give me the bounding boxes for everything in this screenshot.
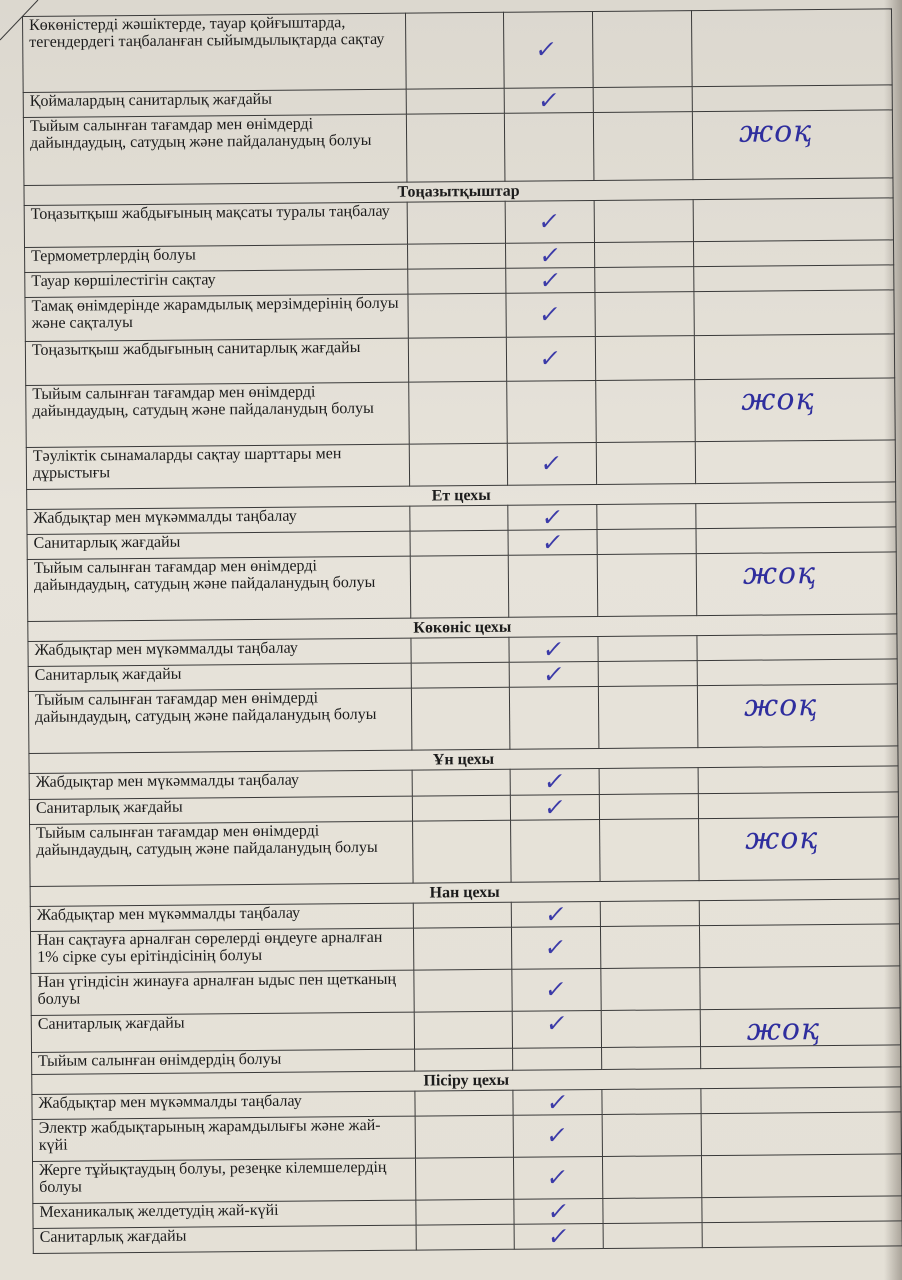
- empty-cell: [416, 1224, 514, 1250]
- table-row: [27, 552, 897, 622]
- table-row: [23, 110, 893, 186]
- notes-cell: [692, 110, 893, 180]
- handwritten-check-mark: ✓: [539, 503, 565, 532]
- handwritten-note: [705, 792, 892, 800]
- requirement-label: Тыйым салынған тағамдар мен өнімдерді дайындаудың, сатудың және пайдаланудың болуы: [30, 821, 414, 886]
- empty-cell: [410, 555, 508, 618]
- empty-cell: [594, 292, 694, 337]
- handwritten-note: [708, 1112, 895, 1120]
- empty-cell: [412, 687, 510, 750]
- compliance-cell: [509, 687, 598, 750]
- empty-cell: [600, 968, 700, 1011]
- notes-cell: [697, 684, 898, 748]
- empty-cell: [415, 1048, 513, 1071]
- empty-cell: [594, 200, 694, 243]
- handwritten-check-mark: [515, 820, 594, 839]
- requirement-label: Жабдықтар мен мүкәммалды таңбалау: [28, 638, 411, 666]
- notes-cell: [697, 634, 897, 661]
- table-row: [26, 378, 896, 448]
- empty-cell: [593, 87, 693, 113]
- inspection-checklist-table: [22, 8, 902, 1254]
- compliance-cell: [506, 293, 595, 338]
- compliance-cell: [505, 243, 594, 269]
- empty-cell: [413, 820, 511, 883]
- handwritten-check-mark: [513, 555, 592, 574]
- handwritten-check-mark: [512, 381, 591, 400]
- requirement-label: Нан үгіндісін жинауға арналған ыдыс пен щетканың болуы: [31, 970, 415, 1015]
- compliance-cell: [509, 662, 598, 688]
- requirement-label: Жерге тұйықтаудың болуы, резеңке кілемшелердің болуы: [32, 1158, 416, 1203]
- notes-cell: [693, 240, 893, 267]
- notes-cell: [694, 265, 894, 292]
- empty-cell: [408, 243, 506, 269]
- requirement-label: Жабдықтар мен мүкәммалды таңбалау: [32, 1091, 415, 1119]
- notes-cell: [699, 899, 899, 926]
- empty-cell: [597, 636, 697, 662]
- handwritten-note: жоқ: [746, 1012, 821, 1048]
- requirement-label: Қоймалардың санитарлық жағдайы: [23, 89, 406, 117]
- compliance-cell: [511, 901, 600, 927]
- compliance-cell: [507, 443, 596, 486]
- table-row: [23, 9, 893, 93]
- handwritten-note: [702, 527, 889, 535]
- empty-cell: [415, 1115, 513, 1158]
- handwritten-note: жоқ: [743, 688, 818, 724]
- notes-cell: [694, 290, 894, 336]
- empty-cell: [600, 901, 700, 927]
- requirement-label: Тәуліктік сынамаларды сақтау шарттары мен дұрыстығы: [26, 444, 410, 489]
- compliance-cell: [506, 381, 595, 444]
- empty-cell: [411, 637, 509, 663]
- handwritten-note: жоқ: [742, 556, 817, 592]
- handwritten-check-mark: ✓: [544, 1088, 570, 1117]
- notes-cell: [695, 440, 895, 484]
- requirement-label: Жабдықтар мен мүкәммалды таңбалау: [30, 903, 413, 931]
- notes-cell: [702, 1221, 902, 1248]
- handwritten-note: [702, 502, 889, 510]
- handwritten-check-mark: ✓: [544, 1009, 569, 1038]
- empty-cell: [409, 443, 507, 486]
- handwritten-check-mark: ✓: [545, 1197, 571, 1226]
- handwritten-check-mark: ✓: [537, 266, 563, 295]
- requirement-label: Тоңазытқыш жабдығының мақсаты туралы таңбалау: [24, 202, 408, 247]
- section-title: Ұн цехы: [29, 746, 898, 774]
- compliance-cell: [513, 1114, 602, 1157]
- handwritten-check-mark: ✓: [537, 241, 563, 270]
- handwritten-note: [702, 440, 889, 448]
- notes-cell: [699, 924, 899, 968]
- handwritten-check-mark: ✓: [544, 1121, 570, 1150]
- empty-cell: [406, 12, 504, 89]
- section-title: Көкөніс цехы: [28, 614, 897, 642]
- handwritten-check-mark: ✓: [540, 660, 566, 689]
- handwritten-check-mark: ✓: [537, 344, 563, 373]
- compliance-cell: [504, 113, 593, 182]
- notes-cell: [701, 1112, 901, 1156]
- handwritten-note: [698, 9, 885, 17]
- handwritten-check-mark: ✓: [535, 86, 561, 115]
- requirement-label: Тауар көршілестігін сақтау: [25, 269, 408, 297]
- empty-cell: [602, 1198, 702, 1224]
- empty-cell: [416, 1199, 514, 1225]
- handwritten-note: [704, 659, 891, 667]
- requirement-label: Жабдықтар мен мүкәммалды таңбалау: [27, 506, 410, 534]
- requirement-label: Тамақ өнімдерінде жарамдылық мерзімдерінің болуы және сақталуы: [25, 294, 409, 341]
- handwritten-note: [709, 1221, 896, 1229]
- handwritten-check-mark: ✓: [539, 528, 565, 557]
- empty-cell: [603, 1223, 703, 1249]
- table-row: [25, 334, 894, 386]
- empty-cell: [595, 336, 695, 381]
- empty-cell: [408, 268, 506, 294]
- empty-cell: [593, 112, 693, 181]
- requirement-label: Жабдықтар мен мүкәммалды таңбалау: [29, 770, 412, 799]
- compliance-cell: [503, 12, 592, 89]
- empty-cell: [413, 902, 511, 928]
- notes-cell: [697, 659, 897, 686]
- requirement-label: Тыйым салынған тағамдар мен өнімдерді дайындаудың, сатудың және пайдаланудың болуы: [26, 382, 410, 447]
- handwritten-check-mark: [514, 687, 593, 706]
- empty-cell: [409, 337, 507, 382]
- notes-cell: [693, 198, 893, 242]
- handwritten-check-mark: ✓: [536, 207, 562, 236]
- notes-cell: [698, 817, 899, 881]
- handwritten-note: [706, 899, 893, 907]
- handwritten-check-mark: ✓: [544, 1163, 570, 1192]
- empty-cell: [599, 768, 699, 795]
- notes-cell: [698, 792, 898, 819]
- handwritten-check-mark: ✓: [543, 975, 568, 1004]
- empty-cell: [408, 293, 506, 338]
- empty-cell: [601, 1089, 701, 1115]
- handwritten-check-mark: [509, 113, 588, 135]
- handwritten-check-mark: ✓: [542, 793, 567, 822]
- handwritten-check-mark: ✓: [542, 933, 568, 962]
- compliance-cell: [513, 1156, 602, 1199]
- table-row: [25, 290, 894, 342]
- notes-cell: [696, 552, 897, 616]
- compliance-cell: [510, 768, 599, 795]
- empty-cell: [599, 819, 699, 882]
- notes-cell: [698, 766, 898, 794]
- requirement-label: Термометрлердің болуы: [25, 244, 408, 272]
- section-title: Тоңазытқыштар: [24, 178, 893, 206]
- requirement-label: Электр жабдықтарының жарамдылығы және жай-күйі: [32, 1116, 416, 1161]
- empty-cell: [602, 1114, 702, 1157]
- empty-cell: [415, 1090, 513, 1116]
- requirement-label: Санитарлық жағдайы: [31, 1012, 415, 1052]
- table-row: [28, 684, 898, 754]
- table-row: [30, 817, 900, 887]
- requirement-label: Көкөністерді жәшіктерде, тауар қойғыштарда, тегендердегі таңбаланған сыйымдылықтарда сақтау: [23, 13, 407, 92]
- compliance-cell: [510, 819, 599, 882]
- empty-cell: [406, 88, 504, 114]
- notes-cell: [691, 9, 892, 87]
- handwritten-check-mark: ✓: [537, 300, 562, 329]
- notes-cell: [702, 1196, 902, 1223]
- empty-cell: [407, 113, 505, 182]
- section-title: Пісіру цехы: [32, 1067, 901, 1095]
- handwritten-note: [705, 766, 892, 774]
- empty-cell: [411, 662, 509, 688]
- compliance-cell: [508, 555, 597, 618]
- handwritten-check-mark: ✓: [545, 1222, 571, 1251]
- requirement-label: Санитарлық жағдайы: [33, 1225, 416, 1253]
- handwritten-note: [700, 240, 887, 248]
- section-title: Нан цехы: [30, 879, 899, 907]
- requirement-label: Механикалық желдетудің жай-күйі: [33, 1200, 416, 1228]
- compliance-cell: [508, 530, 597, 556]
- empty-cell: [602, 1156, 702, 1199]
- handwritten-note: [699, 85, 886, 93]
- empty-cell: [416, 1157, 514, 1200]
- empty-cell: [414, 927, 512, 970]
- compliance-cell: [509, 637, 598, 663]
- handwritten-check-mark: [519, 1048, 595, 1049]
- section-title: Ет цехы: [27, 482, 896, 510]
- empty-cell: [414, 969, 512, 1012]
- requirement-label: Тоңазытқыш жабдығының санитарлық жағдайы: [25, 338, 409, 385]
- empty-cell: [600, 926, 700, 969]
- notes-cell: [700, 1045, 900, 1069]
- empty-cell: [412, 769, 510, 796]
- empty-cell: [594, 242, 694, 268]
- compliance-cell: [508, 505, 597, 531]
- empty-cell: [410, 505, 508, 531]
- handwritten-check-mark: ✓: [543, 900, 568, 929]
- empty-cell: [414, 1011, 512, 1049]
- compliance-cell: [505, 201, 594, 244]
- notes-cell: [700, 1008, 900, 1047]
- empty-cell: [597, 529, 697, 555]
- empty-cell: [592, 11, 692, 88]
- empty-cell: [598, 661, 698, 687]
- handwritten-note: [707, 1087, 894, 1095]
- compliance-cell: [510, 794, 599, 820]
- requirement-label: Тыйым салынған тағамдар мен өнімдерді дайындаудың, сатудың және пайдаланудың болуы: [23, 114, 407, 185]
- empty-cell: [598, 686, 698, 749]
- compliance-cell: [512, 1047, 601, 1070]
- requirement-label: Санитарлық жағдайы: [28, 663, 411, 691]
- empty-cell: [596, 504, 696, 530]
- compliance-cell: [513, 1089, 602, 1115]
- notes-cell: [695, 378, 896, 442]
- handwritten-note: жоқ: [738, 114, 813, 150]
- empty-cell: [409, 381, 507, 444]
- handwritten-note: жоқ: [745, 821, 819, 857]
- empty-cell: [597, 554, 697, 617]
- compliance-cell: [506, 337, 595, 382]
- handwritten-check-mark: ✓: [540, 635, 566, 664]
- notes-cell: [701, 1087, 901, 1114]
- compliance-cell: [504, 88, 593, 114]
- handwritten-note: [700, 290, 887, 298]
- handwritten-note: [700, 265, 887, 273]
- empty-cell: [413, 795, 511, 821]
- checklist-body: [23, 9, 902, 1254]
- handwritten-note: жоқ: [741, 382, 815, 418]
- notes-cell: [696, 527, 896, 554]
- empty-cell: [410, 530, 508, 556]
- compliance-cell: [512, 1010, 601, 1048]
- handwritten-note: [706, 966, 893, 974]
- empty-cell: [595, 380, 695, 443]
- compliance-cell: [512, 968, 601, 1011]
- handwritten-note: [700, 198, 887, 206]
- notes-cell: [696, 502, 896, 529]
- handwritten-check-mark: ✓: [538, 449, 564, 478]
- handwritten-check-mark: ✓: [541, 767, 567, 796]
- notes-cell: [692, 85, 892, 112]
- compliance-cell: [514, 1223, 603, 1249]
- requirement-label: Тыйым салынған өнімдердің болуы: [32, 1049, 415, 1074]
- empty-cell: [599, 794, 699, 820]
- requirement-label: Тыйым салынған тағамдар мен өнімдерді дайындаудың, сатудың және пайдаланудың болуы: [27, 556, 411, 621]
- notes-cell: [694, 334, 894, 380]
- notes-cell: [701, 1154, 901, 1198]
- handwritten-note: [706, 924, 893, 932]
- requirement-label: Санитарлық жағдайы: [27, 531, 410, 559]
- empty-cell: [596, 442, 696, 485]
- handwritten-note: [703, 634, 890, 642]
- handwritten-note: [708, 1154, 895, 1162]
- empty-cell: [407, 201, 505, 244]
- empty-cell: [594, 267, 694, 293]
- empty-cell: [601, 1010, 701, 1048]
- notes-cell: [700, 966, 900, 1010]
- compliance-cell: [514, 1198, 603, 1224]
- compliance-cell: [511, 926, 600, 969]
- handwritten-note: [708, 1196, 895, 1204]
- empty-cell: [601, 1047, 701, 1070]
- compliance-cell: [505, 268, 594, 294]
- requirement-label: Санитарлық жағдайы: [29, 796, 412, 824]
- table-row: [31, 1008, 900, 1053]
- handwritten-note: [701, 334, 888, 342]
- handwritten-check-mark: ✓: [533, 35, 559, 64]
- requirement-label: Тыйым салынған тағамдар мен өнімдерді дайындаудың, сатудың және пайдаланудың болуы: [28, 688, 412, 753]
- requirement-label: Нан сақтауға арналған сөрелерді өңдеуге арналған 1% сірке суы ерітіндісінің болуы: [30, 928, 414, 973]
